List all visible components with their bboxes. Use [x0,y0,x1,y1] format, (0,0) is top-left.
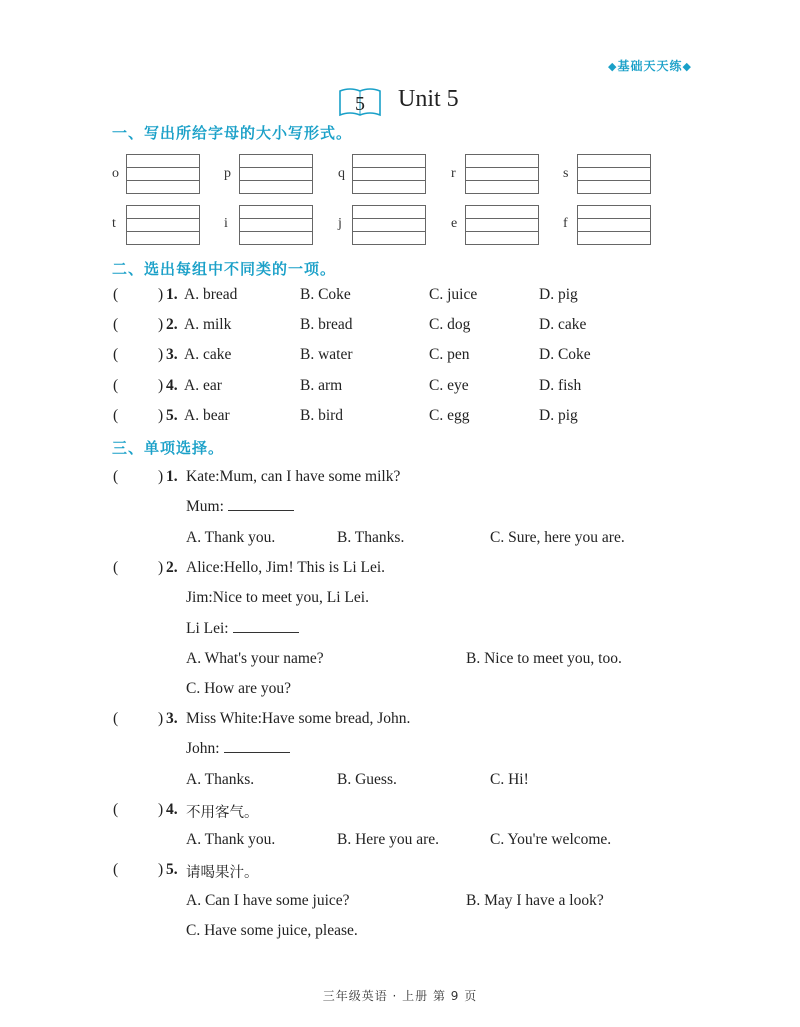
option-c: C. Sure, here you are. [490,529,625,546]
answer-paren-close: ) [158,559,164,576]
answer-blank[interactable] [233,632,299,633]
answer-paren-open[interactable]: ( [113,559,119,576]
option-b: B. Guess. [337,771,397,788]
answer-paren-open[interactable]: ( [113,286,119,303]
question-number: 5. [166,407,178,424]
writing-lines[interactable] [352,154,426,194]
option-a: A. What's your name? [186,650,324,667]
letter-label: p [224,166,231,181]
question-number: 2. [166,559,178,576]
answer-paren-open[interactable]: ( [113,316,119,333]
letter-label: e [451,216,458,231]
answer-paren-close: ) [158,468,164,485]
answer-paren-close: ) [158,710,164,727]
dialogue-speaker: Li Lei: [186,620,229,637]
answer-paren-open[interactable]: ( [113,710,119,727]
option-b: B. water [300,346,353,363]
question-number: 4. [166,377,178,394]
question-number: 1. [166,468,178,485]
option-a: A. cake [184,346,232,363]
option-a: A. Thank you. [186,529,276,546]
dialogue-line: Jim:Nice to meet you, Li Lei. [186,589,369,606]
option-b: B. bread [300,316,353,333]
writing-lines[interactable] [352,205,426,245]
letter-label: t [112,216,116,231]
answer-blank[interactable] [224,752,290,753]
option-c: C. egg [429,407,470,424]
unit-book-icon [338,85,382,119]
answer-blank[interactable] [228,510,294,511]
unit-icon-number: 5 [355,93,365,115]
option-c: C. pen [429,346,470,363]
letter-label: r [451,166,456,181]
option-b: B. bird [300,407,344,424]
option-d: D. fish [539,377,582,394]
option-d: D. pig [539,286,578,303]
option-c: C. eye [429,377,469,394]
diamond-right-icon: ◆ [682,60,692,73]
option-c: C. juice [429,286,478,303]
option-c: C. dog [429,316,471,333]
question-number: 1. [166,286,178,303]
letter-label: o [112,166,119,181]
dialogue-line [186,740,290,758]
letter-label: j [338,216,342,231]
question-number: 3. [166,346,178,363]
answer-paren-open[interactable]: ( [113,407,119,424]
option-d: D. pig [539,407,578,424]
dialogue-speaker: John: [186,740,220,757]
option-b: B. Thanks. [337,529,405,546]
writing-lines[interactable] [577,205,651,245]
dialogue-line [186,620,299,638]
answer-paren-open[interactable]: ( [113,861,119,878]
option-c: C. How are you? [186,680,292,697]
section2-heading: 二、选出每组中不同类的一项。 [112,260,337,278]
answer-paren-close: ) [158,407,164,424]
question-text: Alice:Hello, Jim! This is Li Lei. [186,559,386,576]
option-c: C. Have some juice, please. [186,922,358,939]
answer-paren-open[interactable]: ( [113,468,119,485]
question-text: 不用客气。 [186,805,259,821]
answer-paren-close: ) [158,801,164,818]
writing-lines[interactable] [465,154,539,194]
option-b: B. Nice to meet you, too. [466,650,622,667]
option-b: B. Coke [300,286,351,303]
letter-label: s [563,166,569,181]
option-d: D. Coke [539,346,591,363]
writing-lines[interactable] [239,205,313,245]
badge-text: 基础天天练 [617,59,683,73]
answer-paren-close: ) [158,316,164,333]
option-c: C. Hi! [490,771,529,788]
writing-lines[interactable] [465,205,539,245]
page-title: Unit 5 [398,86,459,112]
option-b: B. May I have a look? [466,892,604,909]
option-a: A. Can I have some juice? [186,892,350,909]
answer-paren-close: ) [158,346,164,363]
option-a: A. bear [184,407,230,424]
option-a: A. ear [184,377,222,394]
letter-label: f [563,216,568,231]
writing-lines[interactable] [126,205,200,245]
header-badge [608,57,692,74]
question-number: 3. [166,710,178,727]
option-b: B. arm [300,377,343,394]
page-footer: 三年级英语 · 上册 第 9 页 [322,989,478,1003]
question-number: 4. [166,801,178,818]
option-a: A. Thank you. [186,831,276,848]
answer-paren-close: ) [158,286,164,303]
writing-lines[interactable] [577,154,651,194]
writing-lines[interactable] [239,154,313,194]
dialogue-speaker: Mum: [186,498,224,515]
question-text: 请喝果汁。 [186,865,259,881]
writing-lines[interactable] [126,154,200,194]
answer-paren-open[interactable]: ( [113,801,119,818]
section3-heading: 三、单项选择。 [112,439,225,457]
option-c: C. You're welcome. [490,831,612,848]
letter-label: i [224,216,228,231]
option-a: A. Thanks. [186,771,255,788]
option-a: A. milk [184,316,232,333]
answer-paren-close: ) [158,861,164,878]
question-text: Miss White:Have some bread, John. [186,710,411,727]
answer-paren-close: ) [158,377,164,394]
answer-paren-open[interactable]: ( [113,377,119,394]
diamond-left-icon: ◆ [608,60,618,73]
section1-heading: 一、写出所给字母的大小写形式。 [112,124,353,142]
option-d: D. cake [539,316,587,333]
option-b: B. Here you are. [337,831,439,848]
question-number: 5. [166,861,178,878]
dialogue-line [186,498,294,516]
option-a: A. bread [184,286,238,303]
answer-paren-open[interactable]: ( [113,346,119,363]
question-number: 2. [166,316,178,333]
question-text: Kate:Mum, can I have some milk? [186,468,401,485]
letter-label: q [338,166,345,181]
